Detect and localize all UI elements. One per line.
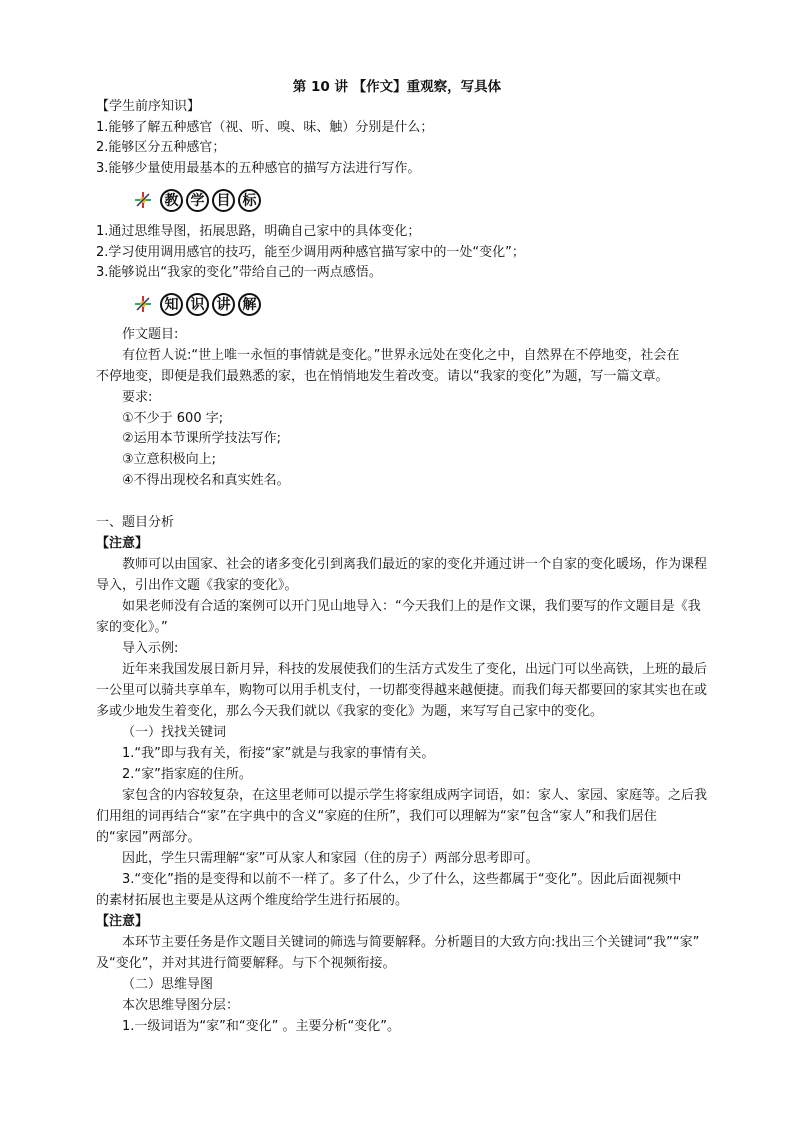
heading-char: 识 xyxy=(186,293,209,316)
keyword-item: 3.“变化”指的是变得和以前不一样了。多了什么，少了什么，这些都属于“变化”。因此后面视频中 xyxy=(122,872,682,887)
paragraph-line: 本次思维导图分层： xyxy=(122,998,240,1013)
requirement-item: ①不少于 600 字; xyxy=(122,411,224,426)
heading-char: 学 xyxy=(186,189,209,212)
section-heading: 一、题目分析 xyxy=(96,515,175,530)
paragraph-line: 教师可以由国家、社会的诸多变化引到离我们最近的家的变化并通过讲一个自家的变化暖场，作为课程 xyxy=(122,557,708,572)
heading-char: 讲 xyxy=(212,293,235,316)
paragraph-line: 的素材拓展也主要是从这两个维度给学生进行拓展的。 xyxy=(96,893,409,908)
paragraph-line: 多或少地发生着变化，那么今天我们就以《我家的变化》为题，来写写自己家中的变化。 xyxy=(96,704,604,719)
goal-item-3: 3.能够说出“我家的变化”带给自己的一两点感悟。 xyxy=(96,265,382,280)
paragraph-line: 导入，引出作文题《我家的变化》。 xyxy=(96,578,298,593)
topic-text: 有位哲人说:“世上唯一永恒的事情就是变化。”世界永远处在变化之中，自然界在不停地变，社会在 xyxy=(122,348,680,363)
paragraph-line: 的“家园”两部分。 xyxy=(96,830,201,845)
keyword-item: 1.“我”即与我有关，衔接“家”就是与我家的事情有关。 xyxy=(122,746,435,761)
subsection-heading: （一）找找关键词 xyxy=(122,725,227,740)
note-heading: 【注意】 xyxy=(96,536,149,551)
paragraph-line: 1.一级词语为“家”和“变化” 。主要分析“变化”。 xyxy=(122,1019,400,1034)
goal-item-2: 2.学习使用调用感官的技巧，能至少调用两种感官描写家中的一处“变化”； xyxy=(96,245,525,260)
prior-item-3: 3.能够少量使用最基本的五种感官的描写方法进行写作。 xyxy=(96,161,421,176)
heading-char: 知 xyxy=(160,293,183,316)
requirement-item: ②运用本节课所学技法写作; xyxy=(122,431,282,446)
paragraph-line: 们用组的词再结合“家”在字典中的含义“家庭的住所”，我们可以理解为“家”包含“家人”和我们居住 xyxy=(96,809,657,824)
paragraph-line: 近年来我国发展日新月异，科技的发展使我们的生活方式发生了变化，出远门可以坐高铁，上班的最后 xyxy=(122,662,708,677)
paragraph-line: 家包含的内容较复杂，在这里老师可以提示学生将家组成两字词语，如：家人、家园、家庭等。之后我 xyxy=(122,788,708,803)
paragraph-line: 因此，学生只需理解“家”可从家人和家园（住的房子）两部分思考即可。 xyxy=(122,851,539,866)
requirement-item: ③立意积极向上; xyxy=(122,452,217,467)
heading-char: 解 xyxy=(238,293,261,316)
page-title: 第 10 讲 【作文】重观察，写具体 xyxy=(292,79,502,95)
topic-label: 作文题目: xyxy=(122,327,179,342)
teaching-goals-heading xyxy=(134,185,264,215)
paragraph-line: 家的变化》。” xyxy=(96,620,168,635)
requirement-item: ④不得出现校名和真实姓名。 xyxy=(122,473,290,488)
heading-char: 标 xyxy=(238,189,261,212)
paragraph-line: 一公里可以骑共享单车，购物可以用手机支付，一切都变得越来越便捷。而我们每天都要回的家其实也在或 xyxy=(96,683,708,698)
prior-item-2: 2.能够区分五种感官； xyxy=(96,140,226,155)
keyword-item: 2.“家”指家庭的住所。 xyxy=(122,767,252,782)
knowledge-heading xyxy=(134,289,264,319)
prior-knowledge-heading: 【学生前序知识】 xyxy=(96,99,201,114)
paragraph-line: 及“变化”，并对其进行简要解释。与下个视频衔接。 xyxy=(96,956,396,971)
note-heading: 【注意】 xyxy=(96,914,149,929)
example-label: 导入示例: xyxy=(122,641,179,656)
topic-text: 不停地变，即便是我们最熟悉的家，也在悄悄地发生着改变。请以“我家的变化”为题，写一篇文章。 xyxy=(96,369,669,384)
goal-item-1: 1.通过思维导图，拓展思路，明确自己家中的具体变化； xyxy=(96,224,421,239)
heading-char: 教 xyxy=(160,189,183,212)
heading-char: 目 xyxy=(212,189,235,212)
subsection-heading: （二）思维导图 xyxy=(122,977,214,992)
prior-item-1: 1.能够了解五种感官（视、听、嗅、味、触）分别是什么； xyxy=(96,120,434,135)
requirements-label: 要求: xyxy=(122,390,153,405)
paragraph-line: 如果老师没有合适的案例可以开门见山地导入：“今天我们上的是作文课，我们要写的作文题目是《我 xyxy=(122,599,701,614)
pen-icon xyxy=(134,191,152,209)
paragraph-line: 本环节主要任务是作文题目关键词的筛选与简要解释。分析题目的大致方向:找出三个关键词“我”“家” xyxy=(122,935,700,950)
pen-icon xyxy=(134,295,152,313)
